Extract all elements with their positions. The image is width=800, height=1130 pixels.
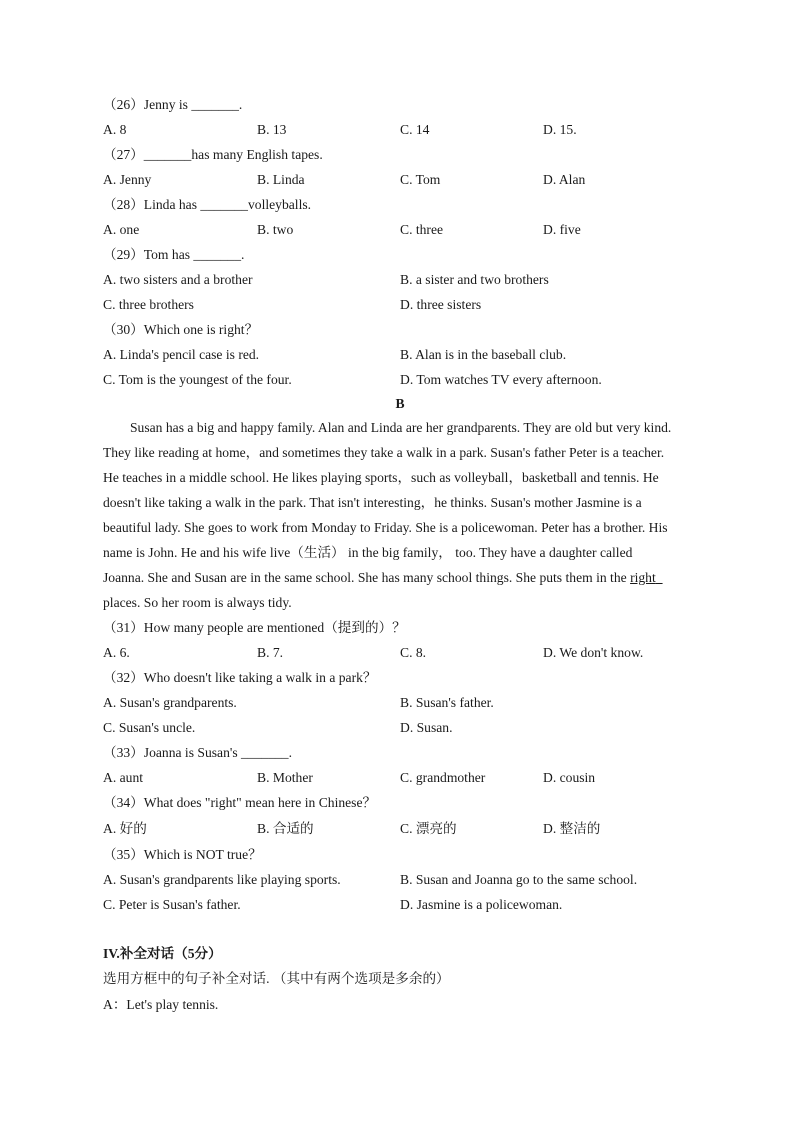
question-31-option-c: C. 8.	[400, 645, 427, 660]
question-29-option-c: C. three brothers	[103, 297, 194, 312]
question-30-option-b: B. Alan is in the baseball club.	[400, 347, 567, 362]
question-27-stem: （27）_______has many English tapes.	[103, 147, 323, 162]
question-30-stem: （30）Which one is right？	[103, 322, 259, 337]
question-26-option-b: B. 13	[257, 122, 287, 137]
question-29-stem: （29）Tom has _______.	[103, 247, 245, 262]
question-28-option-d: D. five	[543, 222, 581, 237]
question-33-option-b: B. Mother	[257, 770, 313, 785]
passage-line-2: They like reading at home，and sometimes they take a walk in a park. Susan's father Peter is a teacher.	[103, 445, 665, 460]
question-26-option-d: D. 15.	[543, 122, 577, 137]
question-34-option-d: D. 整洁的	[543, 821, 601, 836]
underline-tail	[656, 570, 663, 585]
question-31-option-d: D. We don't know.	[543, 645, 644, 660]
question-33-option-c: C. grandmother	[400, 770, 486, 785]
section-iv-instruction: 选用方框中的句子补全对话. （其中有两个选项是多余的）	[103, 971, 450, 986]
question-29-option-b: B. a sister and two brothers	[400, 272, 549, 287]
passage-line-7-text: Joanna. She and Susan are in the same school. She has many school things. She puts them in the	[103, 570, 627, 585]
question-34-option-b: B. 合适的	[257, 821, 314, 836]
question-35-option-c: C. Peter is Susan's father.	[103, 897, 241, 912]
question-32-stem: （32）Who doesn't like taking a walk in a park？	[103, 670, 377, 685]
question-32-option-a: A. Susan's grandparents.	[103, 695, 237, 710]
passage-line-7	[103, 570, 663, 586]
dialogue-line-a: A：Let's play tennis.	[103, 997, 219, 1012]
question-34-stem: （34）What does "right" mean here in Chinese？	[103, 795, 377, 810]
question-32-option-c: C. Susan's uncle.	[103, 720, 196, 735]
question-28-stem: （28）Linda has _______volleyballs.	[103, 197, 312, 212]
question-32-option-d: D. Susan.	[400, 720, 453, 735]
passage-line-8: places. So her room is always tidy.	[103, 595, 292, 610]
question-27-option-d: D. Alan	[543, 172, 586, 187]
question-34-option-a: A. 好的	[103, 821, 147, 836]
question-33-stem: （33）Joanna is Susan's _______.	[103, 745, 292, 760]
question-26-stem: （26）Jenny is _______.	[103, 97, 243, 112]
question-32-option-b: B. Susan's father.	[400, 695, 494, 710]
question-30-option-a: A. Linda's pencil case is red.	[103, 347, 260, 362]
question-27-option-b: B. Linda	[257, 172, 305, 187]
passage-line-1: Susan has a big and happy family. Alan and Linda are her grandparents. They are old but very kind.	[130, 420, 672, 435]
question-27-option-c: C. Tom	[400, 172, 441, 187]
question-31-stem: （31）How many people are mentioned（提到的）？	[103, 620, 406, 635]
question-30-option-c: C. Tom is the youngest of the four.	[103, 372, 292, 387]
question-31-option-b: B. 7.	[257, 645, 284, 660]
question-35-stem: （35）Which is NOT true？	[103, 847, 262, 862]
question-35-option-a: A. Susan's grandparents like playing sports.	[103, 872, 341, 887]
question-30-option-d: D. Tom watches TV every afternoon.	[400, 372, 602, 387]
passage-line-6: name is John. He and his wife live（生活） in the big family， too. They have a daughter called	[103, 545, 633, 560]
question-35-option-d: D. Jasmine is a policewoman.	[400, 897, 563, 912]
question-31-option-a: A. 6.	[103, 645, 130, 660]
question-28-option-b: B. two	[257, 222, 294, 237]
question-29-option-d: D. three sisters	[400, 297, 482, 312]
underlined-word-right: right	[630, 570, 656, 585]
question-28-option-c: C. three	[400, 222, 444, 237]
question-29-option-a: A. two sisters and a brother	[103, 272, 253, 287]
question-26-option-c: C. 14	[400, 122, 430, 137]
question-34-option-c: C. 漂亮的	[400, 821, 457, 836]
section-iv-title: IV.补全对话（5分）	[103, 946, 222, 961]
question-26-option-a: A. 8	[103, 122, 127, 137]
question-28-option-a: A. one	[103, 222, 140, 237]
question-27-option-a: A. Jenny	[103, 172, 152, 187]
question-33-option-d: D. cousin	[543, 770, 596, 785]
question-35-option-b: B. Susan and Joanna go to the same school.	[400, 872, 638, 887]
passage-line-5: beautiful lady. She goes to work from Monday to Friday. She is a policewoman. Peter has a brother. His	[103, 520, 668, 535]
section-b-heading: B	[395, 396, 405, 411]
passage-line-3: He teaches in a middle school. He likes playing sports，such as volleyball，basketball and tennis. He	[103, 470, 659, 485]
question-33-option-a: A. aunt	[103, 770, 144, 785]
passage-line-4: doesn't like taking a walk in the park. That isn't interesting，he thinks. Susan's mother Jasmine is a	[103, 495, 642, 510]
